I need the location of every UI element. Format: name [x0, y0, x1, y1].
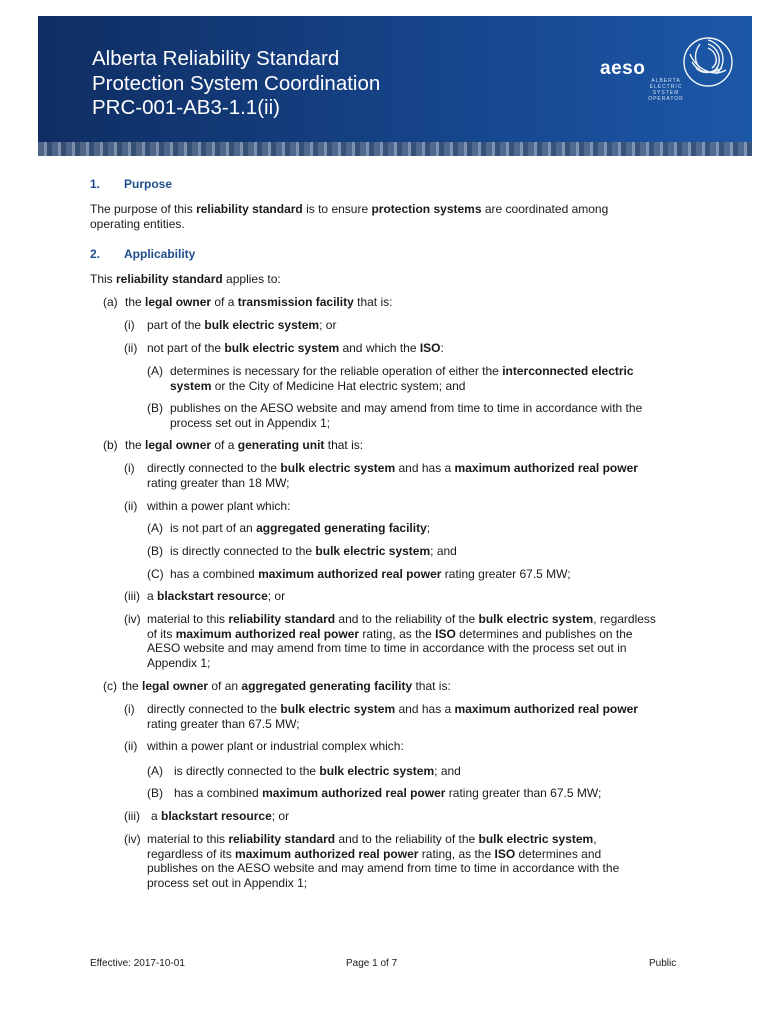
swirl-icon — [680, 34, 736, 90]
list-label: (i) — [124, 702, 135, 716]
list-item-b-iii: a blackstart resource; or — [147, 589, 286, 603]
footer-effective-date: Effective: 2017-10-01 — [90, 958, 185, 969]
header-banner — [38, 16, 752, 156]
list-item-c-i: directly connected to the bulk electric system and has a maximum authorized real power rating greater than 67.5 MW; — [147, 702, 638, 731]
list-label: (B) — [147, 401, 163, 415]
list-label: (B) — [147, 786, 163, 800]
list-label: (iv) — [124, 832, 141, 846]
list-item-a-ii: not part of the bulk electric system and which the ISO: — [147, 341, 444, 355]
list-item-a-ii-B: publishes on the AESO website and may amend from time to time in accordance with the process set out in Appendix 1; — [170, 401, 643, 430]
footer-page-number: Page 1 of 7 — [346, 958, 398, 969]
list-label: (c) — [103, 679, 117, 693]
list-item-c-iii: a blackstart resource; or — [151, 809, 290, 823]
title-line: Alberta Reliability Standard — [92, 47, 340, 70]
list-label: (i) — [124, 461, 135, 475]
list-item-a-i: part of the bulk electric system; or — [147, 318, 337, 332]
list-label: (ii) — [124, 499, 138, 513]
list-label: (iii) — [124, 589, 140, 603]
section-heading-applicability — [90, 247, 195, 261]
list-item-b-i: directly connected to the bulk electric system and has a maximum authorized real power rating greater than 18 MW; — [147, 461, 638, 490]
logo-wordmark: aeso — [600, 58, 646, 79]
list-item-b-ii: within a power plant which: — [147, 499, 291, 513]
list-label: (a) — [103, 295, 118, 309]
list-label: (C) — [147, 567, 164, 581]
list-item-a: the legal owner of a transmission facility that is: — [125, 295, 393, 309]
list-label: (A) — [147, 764, 163, 778]
list-item-b-ii-C: has a combined maximum authorized real power rating greater 67.5 MW; — [170, 567, 571, 581]
list-label: (iii) — [124, 809, 140, 823]
list-item-b: the legal owner of a generating unit that is: — [125, 438, 364, 452]
list-item-c-ii-A: is directly connected to the bulk electric system; and — [174, 764, 461, 778]
list-label: (b) — [103, 438, 118, 452]
list-item-c-ii-B: has a combined maximum authorized real power rating greater than 67.5 MW; — [174, 786, 602, 800]
list-label: (iv) — [124, 612, 141, 626]
list-label: (i) — [124, 318, 135, 332]
list-label: (A) — [147, 521, 163, 535]
section-number: 2. — [90, 247, 101, 261]
purpose-paragraph: The purpose of this reliability standard is to ensure protection systems are coordinated among operating entities. — [90, 202, 609, 231]
list-label: (A) — [147, 364, 163, 378]
banner-image-strip — [38, 142, 752, 156]
applicability-intro: This reliability standard applies to: — [90, 272, 281, 286]
section-heading-purpose — [90, 177, 172, 191]
footer-classification: Public — [649, 958, 677, 969]
aeso-logo — [586, 34, 736, 114]
list-item-c-iv: material to this reliability standard and to the reliability of the bulk electric system, regardless of its maximum authorized real power rating, as the ISO determines and publishes on the AESO website and may amend from time to time in accordance with the process set out in Appendix 1; — [147, 832, 620, 890]
list-label: (B) — [147, 544, 163, 558]
list-item-b-ii-A: is not part of an aggregated generating facility; — [170, 521, 431, 535]
list-item-a-ii-A: determines is necessary for the reliable operation of either the interconnected electric system or the City of Medicine Hat electric system; and — [170, 364, 634, 393]
list-item-b-ii-B: is directly connected to the bulk electric system; and — [170, 544, 457, 558]
document-title — [92, 47, 380, 121]
title-line: PRC-001-AB3-1.1(ii) — [92, 96, 280, 119]
list-item-b-iv: material to this reliability standard and to the reliability of the bulk electric system, regardless of its maximum authorized real power rating, as the ISO determines and publishes on the AESO website and may amend from time to time in accordance with the process set out in Appendix 1; — [147, 612, 656, 670]
list-label: (ii) — [124, 341, 138, 355]
list-item-c: the legal owner of an aggregated generating facility that is: — [122, 679, 451, 693]
section-title: Purpose — [124, 177, 173, 191]
section-title: Applicability — [124, 247, 196, 261]
list-item-c-ii: within a power plant or industrial complex which: — [147, 739, 404, 753]
list-label: (ii) — [124, 739, 138, 753]
section-number: 1. — [90, 177, 101, 191]
logo-subtext: ALBERTA ELECTRIC SYSTEM OPERATOR — [648, 78, 684, 102]
title-line: Protection System Coordination — [92, 71, 381, 95]
